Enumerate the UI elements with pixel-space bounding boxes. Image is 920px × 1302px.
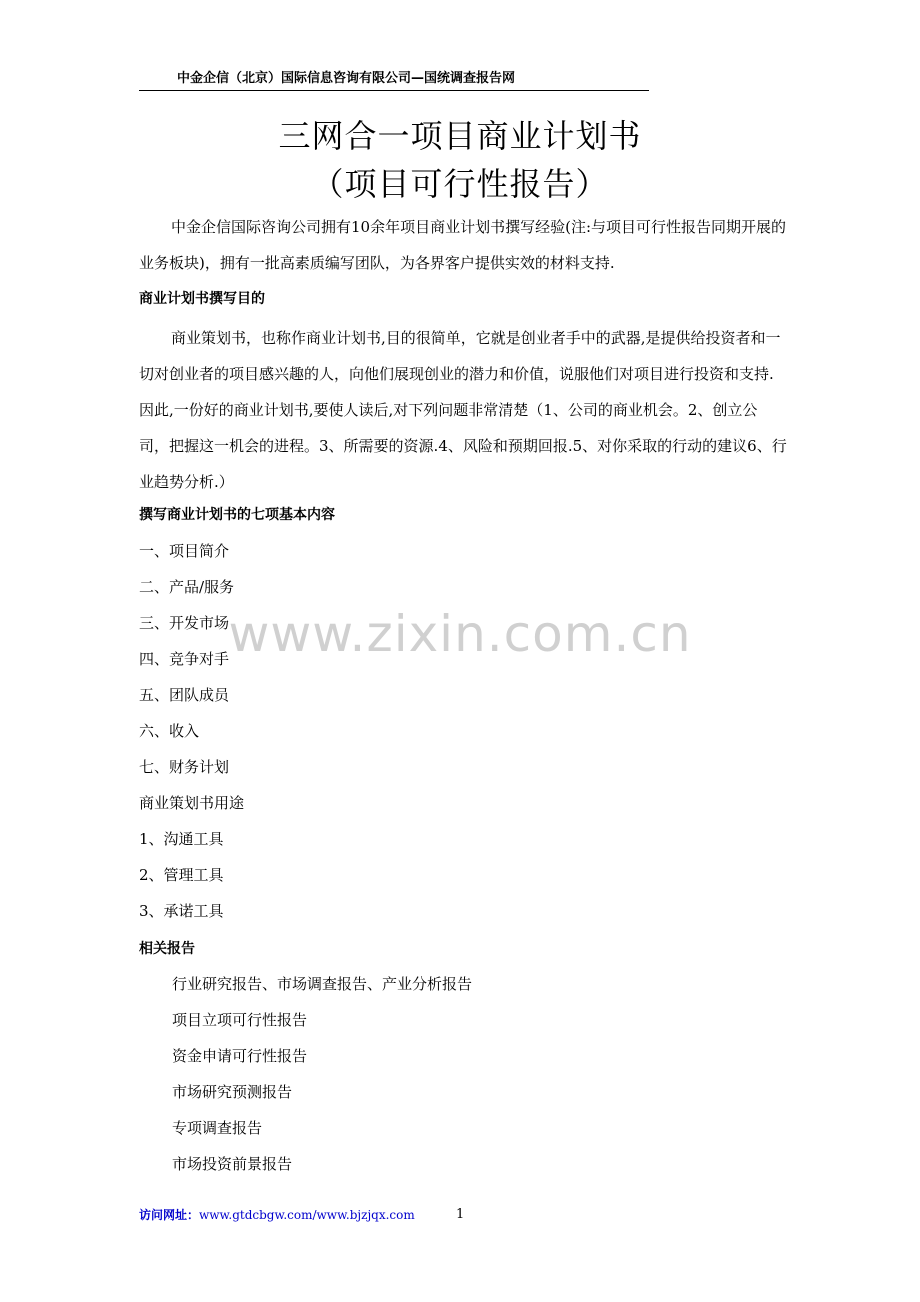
footer-label: 访问网址： — [139, 1208, 200, 1222]
usage-heading: 商业策划书用途 — [139, 794, 245, 812]
document-subtitle: （项目可行性报告） — [311, 165, 609, 203]
watermark: www.zixin.com.cn — [228, 605, 692, 663]
page-header — [139, 70, 649, 91]
contents-item: 一、项目简介 — [139, 542, 230, 560]
page-footer — [139, 1206, 415, 1224]
contents-item: 四、竞争对手 — [139, 650, 230, 668]
purpose-heading: 商业计划书撰写目的 — [139, 291, 265, 307]
contents-item: 二、产品/服务 — [139, 578, 235, 596]
related-report-item: 市场研究预测报告 — [172, 1083, 293, 1101]
purpose-paragraph: 商业策划书，也称作商业计划书,目的很简单，它就是创业者手中的武器,是提供给投资者和一切对创业者的项目感兴趣的人，向他们展现创业的潜力和价值，说服他们对项目进行投资和支持.因此,一份好的商业计划书,要使人读后,对下列问题非常清楚（1、公司的商业机会。2、创立公司，把握这一机会的进程。3、所需要的资源.4、风险和预期回报.5、对你采取的行动的建议6、行业趋势分析.） — [139, 329, 787, 491]
contents-item: 五、团队成员 — [139, 686, 230, 704]
related-heading: 相关报告 — [139, 941, 195, 957]
related-report-item: 市场投资前景报告 — [172, 1155, 293, 1173]
contents-item: 七、财务计划 — [139, 758, 230, 776]
header-text: 中金企信（北京）国际信息咨询有限公司—国统调查报告网 — [177, 71, 516, 86]
related-report-item: 行业研究报告、市场调查报告、产业分析报告 — [172, 975, 473, 993]
usage-item: 3、承诺工具 — [139, 902, 224, 920]
footer-url-link[interactable]: www.gtdcbgw.com/www.bjzjqx.com — [199, 1208, 415, 1222]
usage-item: 2、管理工具 — [139, 866, 224, 884]
contents-heading: 撰写商业计划书的七项基本内容 — [139, 507, 335, 523]
contents-item: 三、开发市场 — [139, 614, 230, 632]
usage-item: 1、沟通工具 — [139, 830, 224, 848]
page-number: 1 — [456, 1207, 465, 1222]
related-report-item: 专项调查报告 — [172, 1119, 263, 1137]
related-report-item: 资金申请可行性报告 — [172, 1047, 308, 1065]
intro-paragraph: 中金企信国际咨询公司拥有10余年项目商业计划书撰写经验(注:与项目可行性报告同期开展的业务板块)，拥有一批高素质编写团队，为各界客户提供实效的材料支持. — [139, 218, 786, 272]
related-report-item: 项目立项可行性报告 — [172, 1011, 308, 1029]
document-title: 三网合一项目商业计划书 — [278, 117, 642, 155]
contents-item: 六、收入 — [139, 722, 200, 740]
